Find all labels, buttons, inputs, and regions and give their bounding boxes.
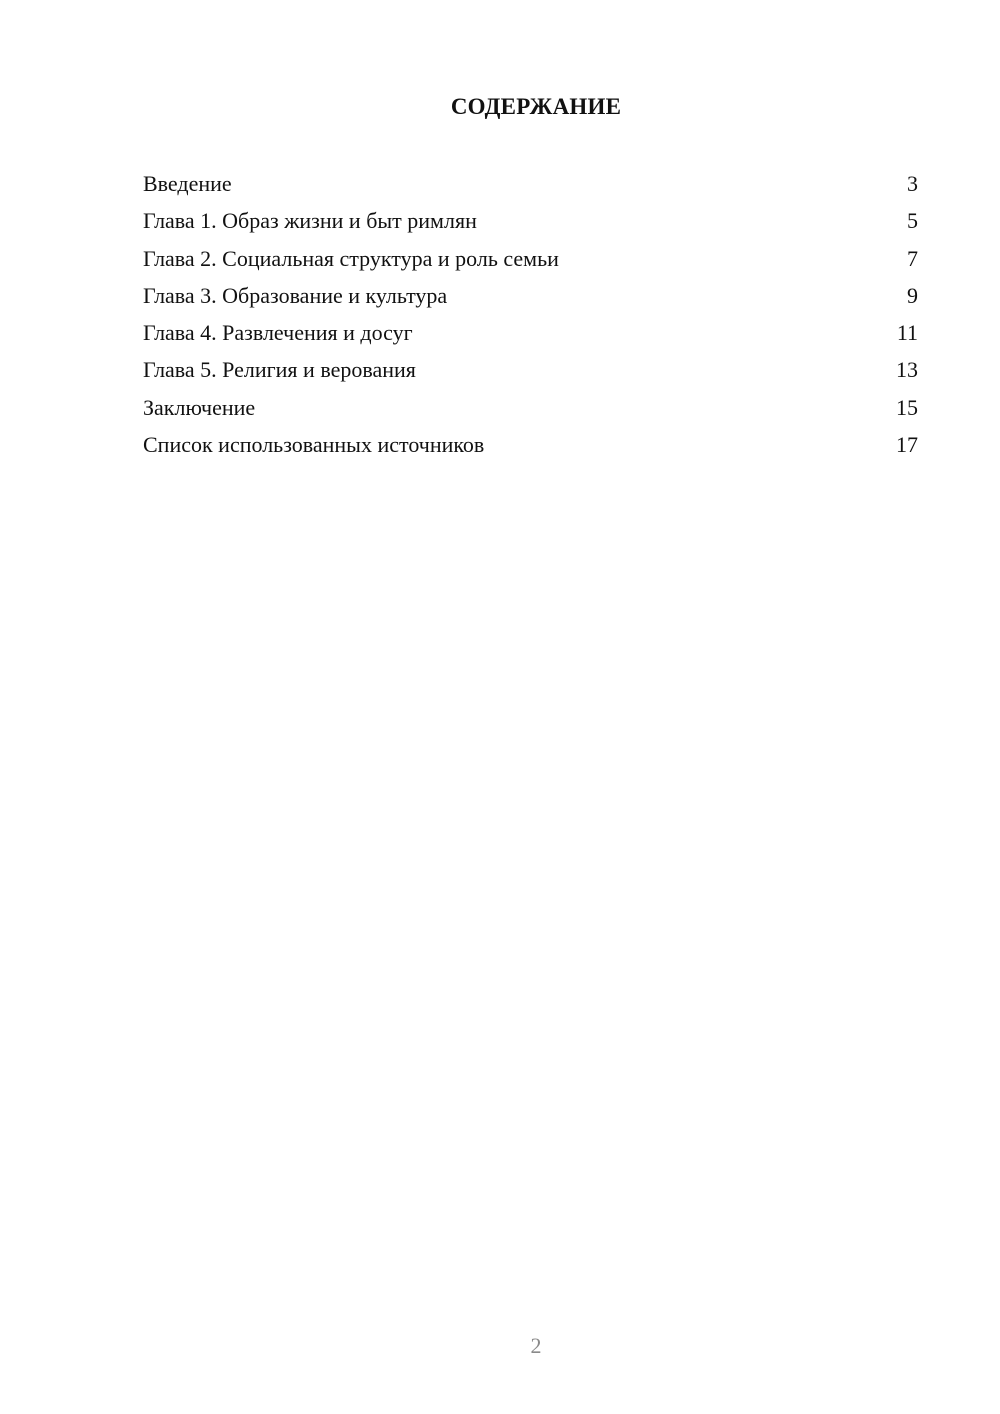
table-of-contents bbox=[143, 169, 918, 467]
toc-entry-title: Глава 4. Развлечения и досуг bbox=[143, 320, 413, 346]
toc-entry-page-number: 9 bbox=[907, 282, 918, 308]
toc-entry[interactable] bbox=[143, 169, 918, 206]
toc-entry-title: Заключение bbox=[143, 394, 256, 420]
toc-entry-title: Глава 3. Образование и культура bbox=[143, 282, 448, 308]
toc-entry-title: Глава 5. Религия и верования bbox=[143, 357, 416, 383]
toc-entry[interactable] bbox=[143, 318, 918, 355]
toc-entry-title: Список использованных источников bbox=[143, 432, 485, 458]
toc-entry-title: Введение bbox=[143, 171, 232, 196]
toc-entry[interactable] bbox=[143, 244, 918, 281]
toc-entry[interactable] bbox=[143, 281, 918, 318]
toc-entry-page-number: 11 bbox=[896, 320, 918, 346]
toc-entry-title: Глава 2. Социальная структура и роль семьи bbox=[143, 245, 559, 271]
toc-entry[interactable] bbox=[143, 393, 918, 430]
toc-entry-page-number: 3 bbox=[907, 171, 918, 196]
toc-entry-page-number: 5 bbox=[907, 208, 918, 234]
toc-entry-page-number: 7 bbox=[907, 245, 918, 271]
toc-entry[interactable] bbox=[143, 430, 918, 467]
page-number: 2 bbox=[530, 1333, 542, 1358]
toc-heading: СОДЕРЖАНИЕ bbox=[450, 94, 622, 119]
toc-entry-page-number: 17 bbox=[896, 432, 918, 458]
toc-entry[interactable] bbox=[143, 355, 918, 392]
toc-entry[interactable] bbox=[143, 206, 918, 243]
toc-entry-title: Глава 1. Образ жизни и быт римлян bbox=[143, 208, 477, 234]
toc-entry-page-number: 15 bbox=[896, 394, 918, 420]
toc-entry-page-number: 13 bbox=[896, 357, 918, 383]
